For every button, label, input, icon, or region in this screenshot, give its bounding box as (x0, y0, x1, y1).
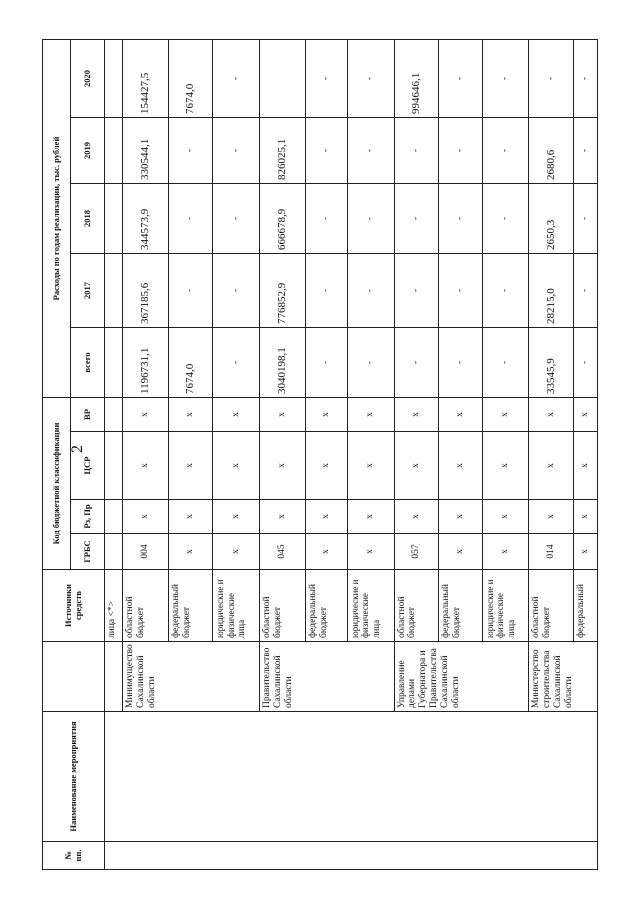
cell-vr: x (348, 398, 394, 432)
cell-grbs: x (213, 534, 259, 570)
cell-total: - (394, 328, 438, 398)
cell-total: 1196731,1 (122, 328, 168, 398)
cell-2017: - (482, 254, 528, 328)
cell-exec: Правительство Сахалинской области (259, 642, 394, 712)
cell-csr: x (122, 432, 168, 500)
cell-exec (105, 642, 123, 712)
cell-rzpr: x (122, 500, 168, 534)
cell-2019: 826025,1 (259, 118, 305, 184)
cell-2017: - (306, 254, 348, 328)
cell-total: 33545,9 (529, 328, 573, 398)
cell-csr: x (573, 432, 597, 500)
cell-source: юридические и физические лица (348, 570, 394, 642)
cell-2018: - (438, 184, 482, 254)
cell-csr: x (529, 432, 573, 500)
cell-grbs: x (573, 534, 597, 570)
cell-2017: - (573, 254, 597, 328)
cell-source: федеральный бюджет (306, 570, 348, 642)
cell-2019: - (169, 118, 213, 184)
cell-source: областной бюджет (394, 570, 438, 642)
cell-grbs: 045 (259, 534, 305, 570)
cell-rzpr: x (482, 500, 528, 534)
cell-csr: x (348, 432, 394, 500)
cell-grbs: 057 (394, 534, 438, 570)
header-csr: ЦСР (71, 432, 105, 500)
cell-2020: 7674,0 (169, 39, 213, 117)
cell-2019: - (394, 118, 438, 184)
cell-2017: - (348, 254, 394, 328)
cell-rzpr: x (259, 500, 305, 534)
cell-2018: - (394, 184, 438, 254)
cell-vr: x (438, 398, 482, 432)
cell-2019: - (482, 118, 528, 184)
cell-2017: 367185,6 (122, 254, 168, 328)
cell-2018: - (306, 184, 348, 254)
cell-2018: 666678,9 (259, 184, 305, 254)
cell-exec: Минимущество Сахалинской области (122, 642, 259, 712)
cell-rzpr: x (169, 500, 213, 534)
cell-2017: - (213, 254, 259, 328)
cell-vr: x (122, 398, 168, 432)
cell-2020: 994646,1 (394, 39, 438, 117)
cell-vr: x (306, 398, 348, 432)
header-2017: 2017 (71, 254, 105, 328)
cell-2018: - (169, 184, 213, 254)
cell-rzpr: x (573, 500, 597, 534)
cell-2020: - (529, 39, 573, 117)
cell-rzpr: x (348, 500, 394, 534)
cell-vr: x (213, 398, 259, 432)
cell-grbs: 014 (529, 534, 573, 570)
page-number: 2 (69, 445, 86, 453)
cell-vr: x (259, 398, 305, 432)
cell-2017 (105, 254, 123, 328)
cell-source: лица <*> (105, 570, 123, 642)
cell-exec: Министерство строительства Сахалинской области (529, 642, 598, 712)
header-total: всего (71, 328, 105, 398)
cell-num (105, 842, 598, 870)
header-spend-group: Расходы по годам реализации, тыс. рублей (43, 39, 71, 397)
cell-grbs: x (438, 534, 482, 570)
cell-rzpr (105, 500, 123, 534)
header-row-1 (43, 39, 71, 869)
header-grbs: ГРБС (71, 534, 105, 570)
cell-2020 (105, 39, 123, 117)
cell-2017: - (438, 254, 482, 328)
header-2019: 2019 (71, 118, 105, 184)
cell-vr: x (573, 398, 597, 432)
cell-rzpr: x (529, 500, 573, 534)
cell-total: - (306, 328, 348, 398)
cell-2018: - (573, 184, 597, 254)
cell-2017: - (394, 254, 438, 328)
cell-total: - (482, 328, 528, 398)
cell-grbs: 004 (122, 534, 168, 570)
header-exec (43, 642, 105, 712)
cell-2020 (259, 39, 305, 117)
cell-source: областной бюджет (529, 570, 573, 642)
cell-source: федеральный (573, 570, 597, 642)
cell-2019: - (438, 118, 482, 184)
cell-total: 3040198,1 (259, 328, 305, 398)
cell-2018: - (482, 184, 528, 254)
cell-2020: - (306, 39, 348, 117)
cell-total: - (348, 328, 394, 398)
cell-total: - (213, 328, 259, 398)
header-code-group: Код бюджетной классификации (43, 398, 71, 570)
cell-total: - (573, 328, 597, 398)
cell-2017: - (169, 254, 213, 328)
cell-vr (105, 398, 123, 432)
rotated-table-container (42, 40, 598, 870)
cell-vr: x (529, 398, 573, 432)
cell-2019 (105, 118, 123, 184)
budget-table (42, 39, 598, 870)
cell-2017: 776852,9 (259, 254, 305, 328)
cell-csr: x (394, 432, 438, 500)
cell-2020: 154427,5 (122, 39, 168, 117)
cell-grbs: x (482, 534, 528, 570)
cell-2020: - (438, 39, 482, 117)
cell-source: юридические и физические лица (482, 570, 528, 642)
cell-2019: - (306, 118, 348, 184)
cell-csr: x (438, 432, 482, 500)
cell-2019: 2680,6 (529, 118, 573, 184)
cell-csr: x (482, 432, 528, 500)
cell-2019: - (573, 118, 597, 184)
cell-2017: 28215,0 (529, 254, 573, 328)
header-2020: 2020 (71, 39, 105, 117)
cell-grbs: x (348, 534, 394, 570)
cell-grbs: x (169, 534, 213, 570)
cell-csr: x (169, 432, 213, 500)
cell-exec: Управление делами Губернатора и Правительства Сахалинской области (394, 642, 529, 712)
cell-2020: - (213, 39, 259, 117)
cell-rzpr: x (306, 500, 348, 534)
table-row (105, 39, 123, 869)
cell-2018: 344573,9 (122, 184, 168, 254)
header-num: № пп. (43, 842, 105, 870)
cell-csr: x (306, 432, 348, 500)
cell-2018 (105, 184, 123, 254)
cell-2020: - (573, 39, 597, 117)
header-vr: ВР (71, 398, 105, 432)
cell-csr: x (259, 432, 305, 500)
cell-csr (105, 432, 123, 500)
header-2018: 2018 (71, 184, 105, 254)
cell-2020: - (482, 39, 528, 117)
cell-2018: - (213, 184, 259, 254)
cell-total (105, 328, 123, 398)
cell-vr: x (394, 398, 438, 432)
cell-rzpr: x (213, 500, 259, 534)
cell-vr: x (169, 398, 213, 432)
header-rzpr: Рз, Пр (71, 500, 105, 534)
cell-source: юридические и физические лица (213, 570, 259, 642)
cell-csr: x (213, 432, 259, 500)
cell-name (105, 712, 598, 842)
cell-2019: 330544,1 (122, 118, 168, 184)
cell-vr: x (482, 398, 528, 432)
cell-source: федеральный бюджет (438, 570, 482, 642)
header-name: Наименование мероприятия (43, 712, 105, 842)
cell-rzpr: x (394, 500, 438, 534)
cell-total: - (438, 328, 482, 398)
cell-2018: - (348, 184, 394, 254)
cell-2020: - (348, 39, 394, 117)
cell-grbs: x (306, 534, 348, 570)
cell-2019: - (348, 118, 394, 184)
rotated-table-wrapper (42, 40, 598, 870)
cell-total: 7674,0 (169, 328, 213, 398)
cell-rzpr: x (438, 500, 482, 534)
cell-source: областной бюджет (259, 570, 305, 642)
cell-2019: - (213, 118, 259, 184)
header-source: Источники средств (43, 570, 105, 642)
cell-source: федеральный бюджет (169, 570, 213, 642)
cell-2018: 2650,3 (529, 184, 573, 254)
cell-source: областной бюджет (122, 570, 168, 642)
cell-grbs (105, 534, 123, 570)
